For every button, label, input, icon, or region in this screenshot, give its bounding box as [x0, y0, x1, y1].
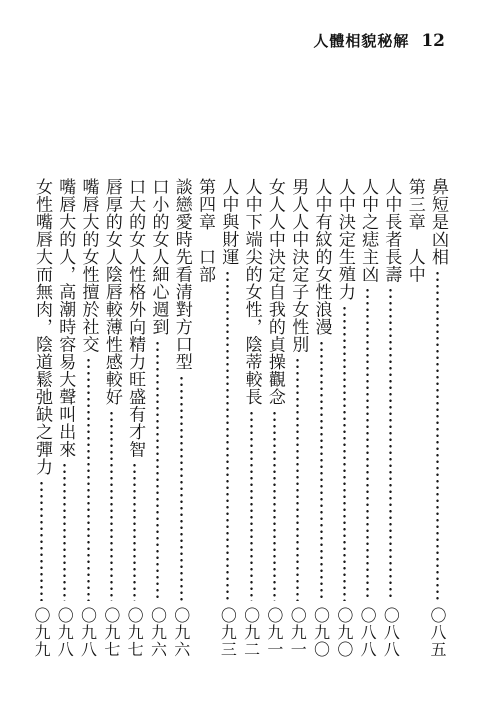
- toc-entry-page: 〇八八: [358, 607, 378, 658]
- toc-entry: [427, 178, 448, 658]
- toc-entry-title: 談戀愛時先看清對方口型: [171, 178, 192, 371]
- toc-entry: [31, 178, 52, 658]
- toc-entry: [217, 178, 238, 658]
- toc-entry: [264, 178, 285, 658]
- toc-entry-page: 〇九八: [55, 607, 75, 658]
- dot-leader: [436, 270, 439, 602]
- chapter-heading: [404, 178, 425, 658]
- toc-entry-title: 口小的女人細心週到: [148, 178, 169, 336]
- toc-entry: [124, 178, 145, 658]
- dot-leader: [40, 480, 43, 602]
- dot-leader: [250, 410, 253, 602]
- book-title: 人體相貌秘解: [313, 32, 410, 50]
- dot-leader: [343, 305, 346, 602]
- toc-entry-page: 〇九〇: [334, 607, 354, 658]
- toc-entry-page: 〇八五: [428, 607, 447, 658]
- toc-entry-page: 〇九六: [148, 607, 168, 658]
- toc-entry-title: 女性嘴唇大而無肉，陰道鬆弛缺之彈力: [31, 178, 52, 476]
- toc-entry-title: 人中決定生殖力: [334, 178, 355, 301]
- toc-entry-title: 口大的女人性格外向精力旺盛有才智: [125, 178, 146, 458]
- toc-entry: [311, 178, 332, 658]
- toc-entry: [380, 178, 401, 658]
- toc-entry-page: 〇九二: [241, 607, 261, 658]
- dot-leader: [133, 462, 136, 601]
- dot-leader: [226, 270, 229, 602]
- toc-entry-title: 唇厚的女人陰唇較薄性感較好: [101, 178, 122, 406]
- toc-entry: [147, 178, 168, 658]
- toc-entry: [241, 178, 262, 658]
- chapter-title: 第四章 口部: [195, 178, 216, 283]
- toc-entry-page: 〇九一: [288, 607, 308, 658]
- dot-leader: [180, 375, 183, 602]
- running-head: [313, 30, 445, 51]
- dot-leader: [320, 340, 323, 602]
- toc-entry-title: 人中有紋的女性浪漫: [311, 178, 332, 336]
- dot-leader: [110, 410, 113, 602]
- toc-entry: [334, 178, 355, 658]
- toc-entry-title: 男人人中決定子女性別: [288, 178, 309, 353]
- page-number: 12: [421, 31, 445, 51]
- dot-leader: [296, 357, 299, 601]
- toc-entry-title: 鼻短是凶相: [428, 178, 448, 266]
- toc-entry-title: 嘴唇大的人，高潮時容易大聲叫出來: [55, 178, 76, 458]
- dot-leader: [389, 287, 392, 601]
- toc-entry-page: 〇八八: [381, 607, 401, 658]
- toc-entry-page: 〇九七: [125, 607, 145, 658]
- toc-entry-title: 人中與財運: [218, 178, 239, 266]
- toc-entry-page: 〇九九: [31, 607, 51, 658]
- toc-entry-title: 人中下端尖的女性，陰蒂較長: [241, 178, 262, 406]
- toc-entry-title: 人中之痣主凶: [358, 178, 379, 283]
- toc-entry: [78, 178, 99, 658]
- toc-entry-page: 〇九六: [171, 607, 191, 658]
- toc-entry-page: 〇九一: [264, 607, 284, 658]
- toc-entry-title: 人中長者長壽: [381, 178, 402, 283]
- table-of-contents: [31, 178, 448, 658]
- dot-leader: [156, 340, 159, 602]
- dot-leader: [87, 357, 90, 601]
- dot-leader: [273, 410, 276, 602]
- dot-leader: [366, 287, 369, 601]
- dot-leader: [63, 462, 66, 601]
- toc-entry: [357, 178, 378, 658]
- toc-entry: [101, 178, 122, 658]
- toc-entry-title: 女人人中決定自我的貞操觀念: [264, 178, 285, 406]
- toc-entry: [54, 178, 75, 658]
- toc-entry: [287, 178, 308, 658]
- toc-entry-page: 〇九七: [101, 607, 121, 658]
- chapter-heading: [194, 178, 215, 658]
- toc-entry-title: 嘴唇大的女性擅於社交: [78, 178, 99, 353]
- toc-entry: [171, 178, 192, 658]
- toc-entry-page: 〇九八: [78, 607, 98, 658]
- toc-entry-page: 〇九三: [218, 607, 238, 658]
- chapter-title: 第三章 人中: [404, 178, 425, 283]
- toc-entry-page: 〇九〇: [311, 607, 331, 658]
